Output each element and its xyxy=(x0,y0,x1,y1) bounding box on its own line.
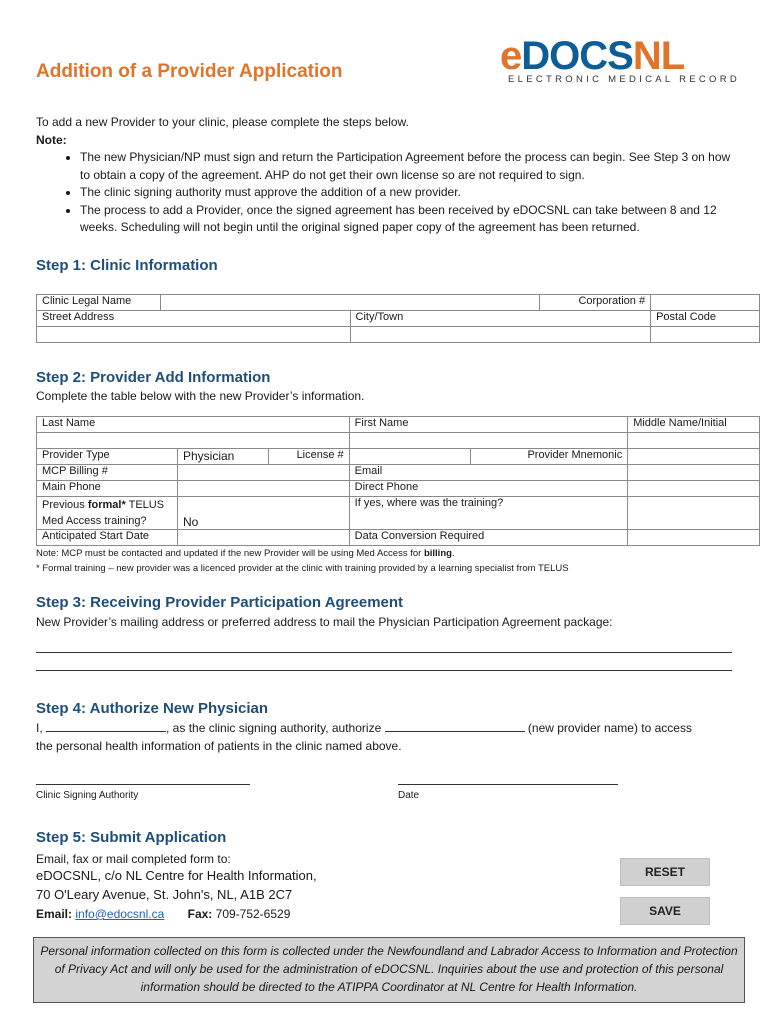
mailing-address-line-1[interactable] xyxy=(36,652,732,653)
edocsnl-logo xyxy=(500,36,740,90)
step5-heading: Step 5: Submit Application xyxy=(36,829,227,846)
provider-info-table xyxy=(36,416,760,546)
note-bold: billing xyxy=(423,548,452,559)
provider-mnemonic-label: Provider Mnemonic xyxy=(470,449,628,465)
mcp-billing-field[interactable] xyxy=(178,465,350,481)
postal-code-label: Postal Code xyxy=(651,311,760,327)
direct-phone-field[interactable] xyxy=(628,481,760,497)
authorization-line-2: the personal health information of patients in the clinic named above. xyxy=(36,739,402,753)
intro-section xyxy=(36,114,736,237)
license-label: License # xyxy=(269,449,350,465)
intro-bullet: • The new Physician/NP must sign and return the Participation Agreement before the process can begin. See Step 3 on how to obtain a copy of the agreement. AHP do not get their own license so are not required to sign. xyxy=(80,149,736,184)
step3-instruction: New Provider’s mailing address or preferred address to mail the Physician Participation Agreement package: xyxy=(36,615,613,629)
date-label: Date xyxy=(398,790,420,801)
city-town-field[interactable] xyxy=(350,327,651,343)
street-address-label: Street Address xyxy=(37,311,351,327)
main-phone-label: Main Phone xyxy=(37,481,178,497)
intro-bullet: • The clinic signing authority must approve the addition of a new provider. xyxy=(80,184,736,202)
step3-heading: Step 3: Receiving Provider Participation Agreement xyxy=(36,594,404,611)
email-label-text: Email: xyxy=(36,907,73,921)
data-conversion-label: Data Conversion Required xyxy=(349,530,628,546)
intro-lead: To add a new Provider to your clinic, please complete the steps below. xyxy=(36,115,409,129)
auth-end: (new provider name) to access xyxy=(524,721,692,735)
direct-phone-label: Direct Phone xyxy=(349,481,628,497)
street-address-field[interactable] xyxy=(37,327,351,343)
logo-subtitle: ELECTRONIC MEDICAL RECORD xyxy=(508,74,741,85)
step4-heading: Step 4: Authorize New Physician xyxy=(36,700,268,717)
email-field[interactable] xyxy=(628,465,760,481)
address-line-1: eDOCSNL, c/o NL Centre for Health Information, xyxy=(36,868,317,883)
logo-e: e xyxy=(500,34,522,78)
signing-authority-name-field[interactable] xyxy=(46,731,166,732)
privacy-notice: Personal information collected on this form is collected under the Newfoundland and Labrador Access to Information and Protection of Privacy Act and will only be used for the administration of eDOCSNL. Inquiries about the use and protection of this personal information should be directed to the ATIPPA Coordinator at NL Centre for Health Information. xyxy=(33,937,745,1003)
corporation-field[interactable] xyxy=(651,295,760,311)
corporation-label: Corporation # xyxy=(540,295,651,311)
date-line[interactable] xyxy=(398,784,618,785)
auth-middle: , as the clinic signing authority, authorize xyxy=(166,721,385,735)
provider-mnemonic-field[interactable] xyxy=(628,449,760,465)
previous-pre: Previous xyxy=(42,499,88,511)
data-conversion-field[interactable] xyxy=(628,530,760,546)
license-field[interactable] xyxy=(349,449,470,465)
med-access-training-label: Med Access training? xyxy=(42,515,147,527)
mcp-note xyxy=(36,548,455,559)
step2-heading: Step 2: Provider Add Information xyxy=(36,369,271,386)
anticipated-start-label: Anticipated Start Date xyxy=(37,530,178,546)
formal-training-note: * Formal training – new provider was a licenced provider at the clinic with training provided by a learning specialist from TELUS xyxy=(36,563,569,574)
new-provider-name-field[interactable] xyxy=(385,731,525,732)
note-label: Note: xyxy=(36,132,67,147)
clinic-info-table xyxy=(36,294,760,343)
clinic-legal-name-field[interactable] xyxy=(161,295,540,311)
submit-intro: Email, fax or mail completed form to: xyxy=(36,852,231,866)
contact-line xyxy=(36,907,290,921)
clinic-legal-name-label: Clinic Legal Name xyxy=(37,295,161,311)
reset-button[interactable]: RESET xyxy=(620,858,710,886)
note-pre: Note: MCP must be contacted and updated if the new Provider will be using Med Access for xyxy=(36,548,424,559)
email-label: Email xyxy=(349,465,628,481)
previous-bold: formal* xyxy=(87,499,126,511)
mailing-address-line-2[interactable] xyxy=(36,670,732,671)
last-name-label: Last Name xyxy=(37,417,350,433)
step1-heading: Step 1: Clinic Information xyxy=(36,257,218,274)
previous-training-label xyxy=(37,497,178,530)
fax-number: 709-752-6529 xyxy=(215,907,291,921)
first-name-label: First Name xyxy=(349,417,628,433)
fax-label-text: Fax: xyxy=(187,907,213,921)
note-post: . xyxy=(451,548,455,559)
address-line-2: 70 O'Leary Avenue, St. John's, NL, A1B 2C7 xyxy=(36,887,293,902)
page-title: Addition of a Provider Application xyxy=(36,61,343,82)
postal-code-field[interactable] xyxy=(651,327,760,343)
logo-docs: DOCS xyxy=(521,34,633,78)
intro-bullet: • The process to add a Provider, once the signed agreement has been received by eDOCSNL can take between 8 and 12 weeks. Scheduling will not begin until the original signed paper copy of the agreement has been returned. xyxy=(80,202,736,237)
signature-line[interactable] xyxy=(36,784,250,785)
provider-type-select[interactable]: Physician xyxy=(178,449,269,465)
logo-nl: NL xyxy=(632,34,685,78)
mcp-billing-label: MCP Billing # xyxy=(37,465,178,481)
save-button[interactable]: SAVE xyxy=(620,897,710,925)
anticipated-start-field[interactable] xyxy=(178,530,350,546)
if-yes-label: If yes, where was the training? xyxy=(349,497,628,530)
first-name-field[interactable] xyxy=(349,433,628,449)
middle-name-label: Middle Name/Initial xyxy=(628,417,760,433)
previous-post: TELUS xyxy=(125,499,165,511)
city-town-label: City/Town xyxy=(350,311,651,327)
signing-authority-label: Clinic Signing Authority xyxy=(36,790,139,801)
middle-name-field[interactable] xyxy=(628,433,760,449)
auth-i: I, xyxy=(36,721,47,735)
authorization-line-1 xyxy=(36,721,692,735)
if-yes-field[interactable] xyxy=(628,497,760,530)
main-phone-field[interactable] xyxy=(178,481,350,497)
step2-instruction: Complete the table below with the new Provider’s information. xyxy=(36,389,365,403)
email-link[interactable]: info@edocsnl.ca xyxy=(75,907,165,921)
intro-bullets xyxy=(36,149,736,237)
training-select[interactable]: No xyxy=(178,497,350,530)
provider-type-label: Provider Type xyxy=(37,449,178,465)
last-name-field[interactable] xyxy=(37,433,350,449)
